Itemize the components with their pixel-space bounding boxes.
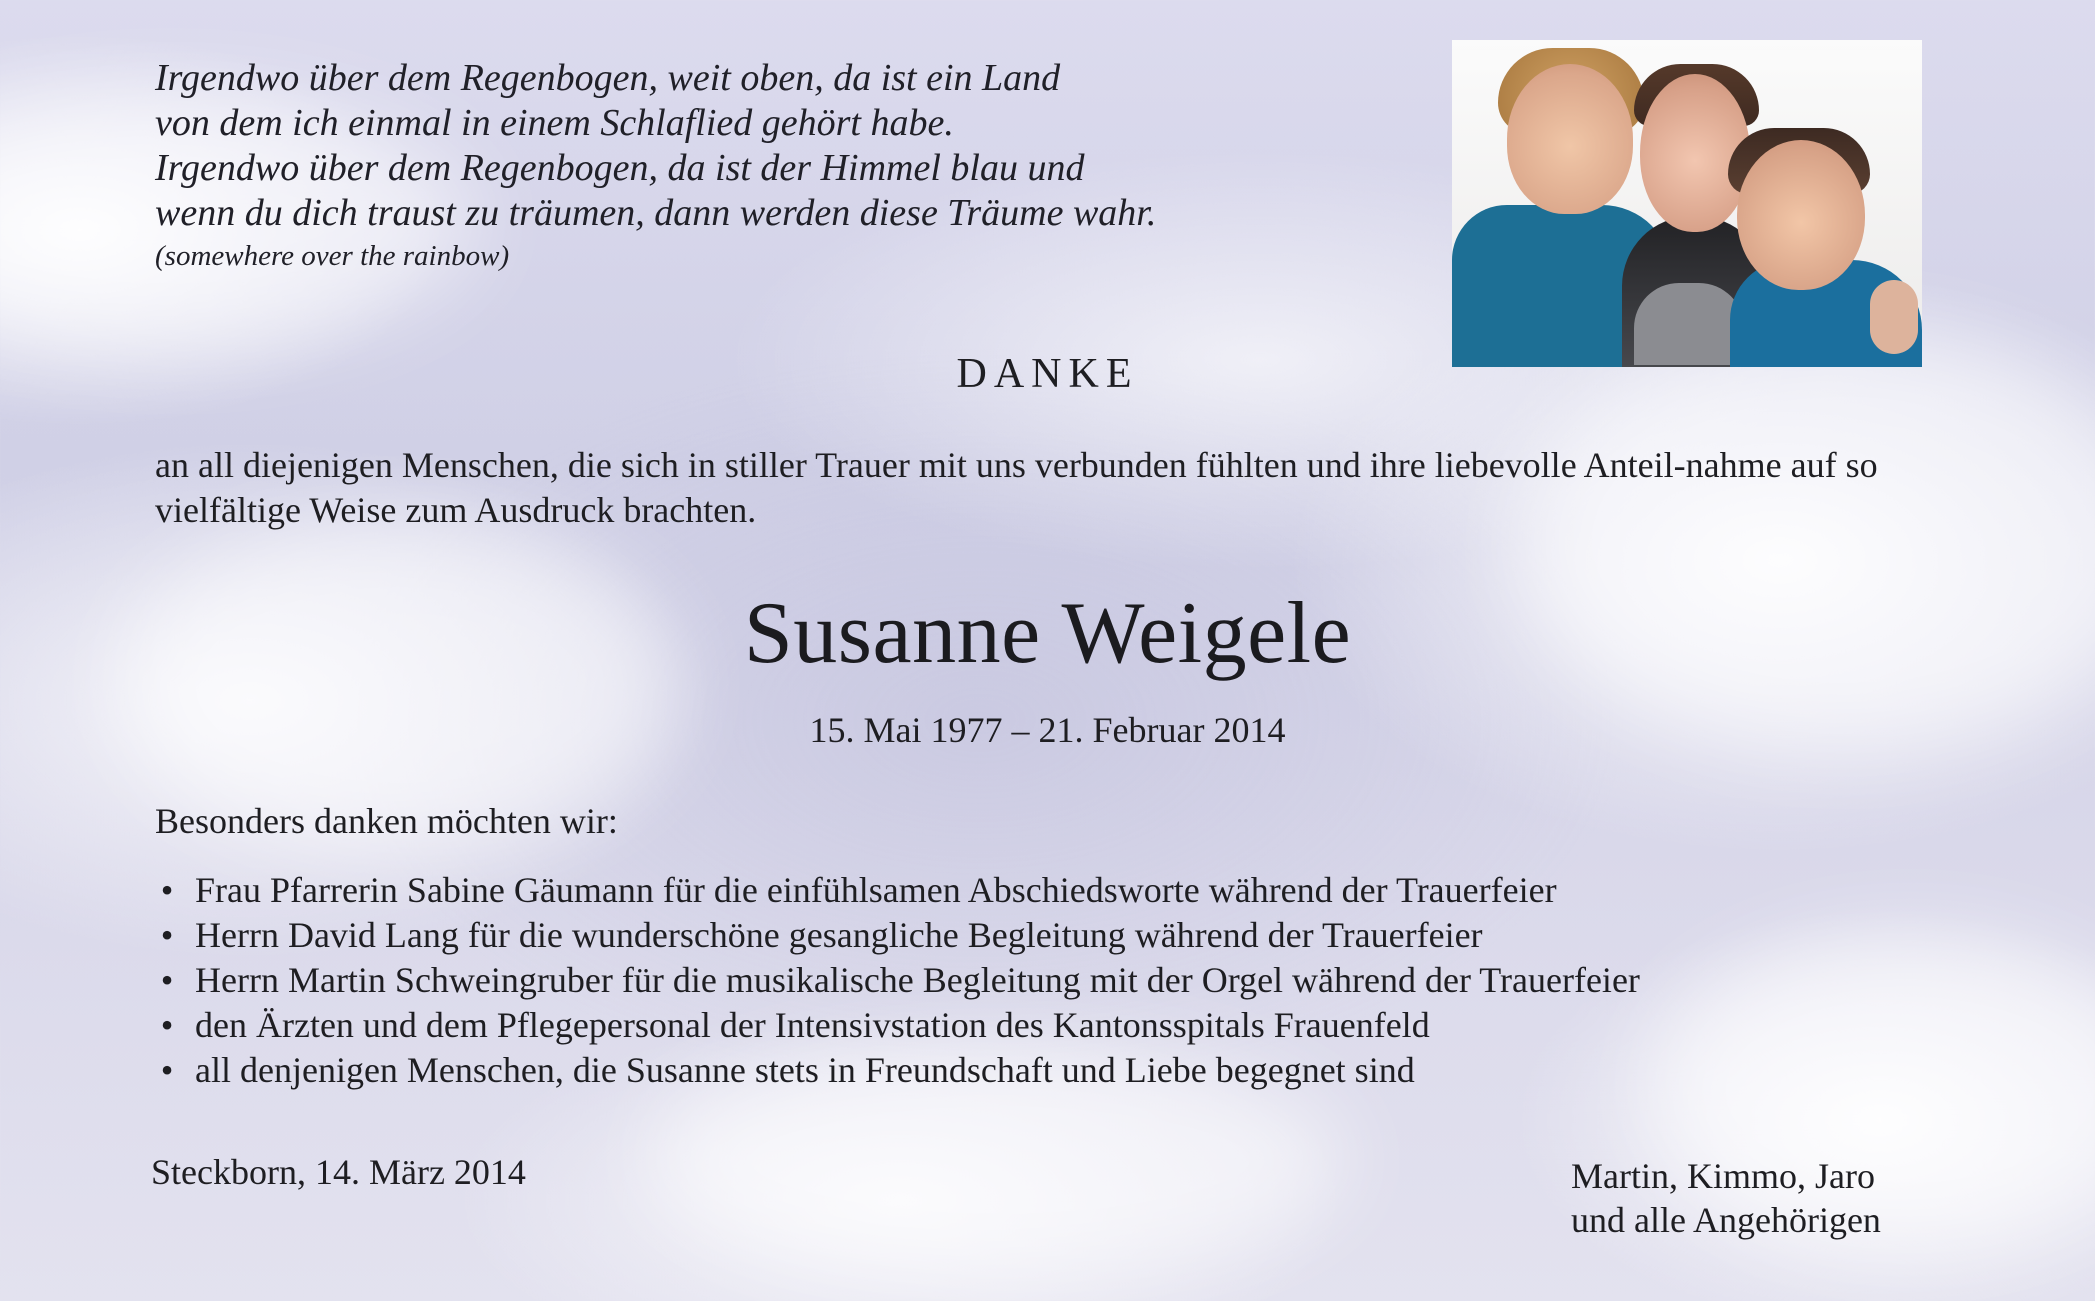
family-photo	[1452, 40, 1922, 367]
poem-line: wenn du dich traust zu träumen, dann werden diese Träume wahr.	[155, 192, 1157, 234]
list-item	[155, 913, 1915, 958]
poem-line: Irgendwo über dem Regenbogen, da ist der Himmel blau und	[155, 147, 1085, 189]
bullet-icon: •	[160, 915, 174, 955]
danke-heading: DANKE	[956, 351, 1139, 397]
bullet-icon: •	[160, 1050, 174, 1090]
list-item	[155, 1048, 1915, 1093]
place-date: Steckborn, 14. März 2014	[151, 1152, 526, 1192]
poem-line: von dem ich einmal in einem Schlaflied gehört habe.	[155, 102, 954, 144]
poem	[155, 56, 1185, 274]
list-item-text: Herrn David Lang für die wunderschöne gesangliche Begleitung während der Trauerfeier	[195, 915, 1483, 955]
child-right-hand	[1870, 280, 1918, 354]
poem-source: (somewhere over the rainbow)	[155, 240, 510, 272]
list-item-text: Frau Pfarrerin Sabine Gäumann für die einfühlsamen Abschiedsworte während der Trauerfeier	[195, 870, 1557, 910]
special-thanks-intro: Besonders danken möchten wir:	[155, 801, 618, 841]
bullet-icon: •	[160, 870, 174, 910]
life-dates: 15. Mai 1977 – 21. Februar 2014	[809, 710, 1286, 750]
poem-line: Irgendwo über dem Regenbogen, weit oben, da ist ein Land	[155, 57, 1061, 99]
list-item	[155, 1003, 1915, 1048]
list-item-text: Herrn Martin Schweingruber für die musikalische Begleitung mit der Orgel während der Trauerfeier	[195, 960, 1640, 1000]
signature	[1571, 1154, 1991, 1242]
deceased-name: Susanne Weigele	[743, 585, 1352, 682]
child-left-face	[1507, 64, 1633, 214]
special-thanks-list	[155, 868, 1915, 1093]
signature-line-1: Martin, Kimmo, Jaro	[1571, 1156, 1875, 1196]
bullet-icon: •	[160, 960, 174, 1000]
thank-you-message: an all diejenigen Menschen, die sich in stiller Trauer mit uns verbunden fühlten und ihre liebevolle Anteil-nahme auf so vielfältige Weise zum Ausdruck brachten.	[155, 445, 1878, 530]
bullet-icon: •	[160, 1005, 174, 1045]
list-item-text: all denjenigen Menschen, die Susanne stets in Freundschaft und Liebe begegnet sind	[195, 1050, 1415, 1090]
list-item	[155, 958, 1915, 1003]
list-item	[155, 868, 1915, 913]
list-item-text: den Ärzten und dem Pflegepersonal der Intensivstation des Kantonsspitals Frauenfeld	[195, 1005, 1430, 1045]
child-right-face	[1737, 140, 1865, 290]
signature-line-2: und alle Angehörigen	[1571, 1200, 1881, 1240]
